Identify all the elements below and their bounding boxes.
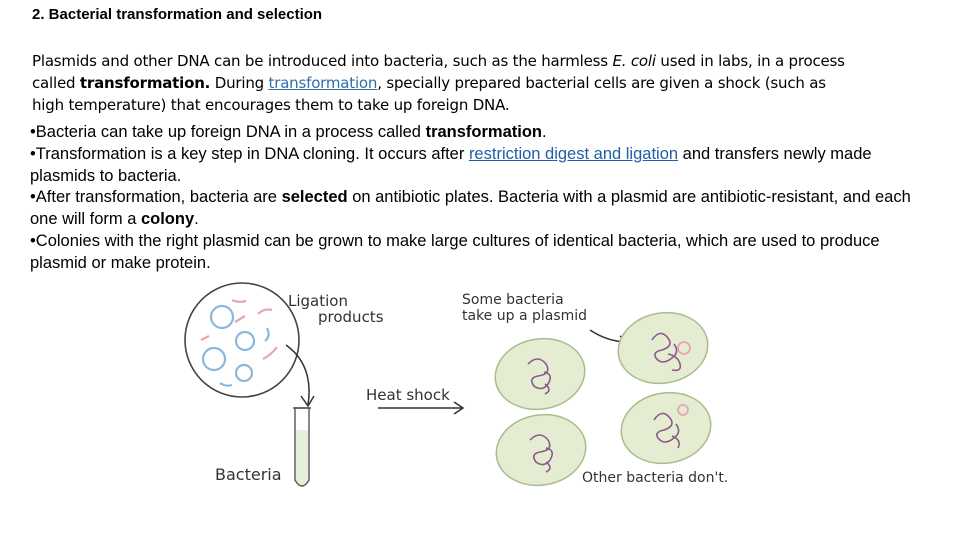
ligation-products-circle (185, 283, 299, 397)
bacteria-label: Bacteria (215, 465, 282, 484)
slide-title: 2. Bacterial transformation and selection (32, 6, 323, 23)
bacterium-with-plasmid (613, 306, 714, 391)
bacterium-with-plasmid (616, 386, 717, 471)
bullet-text: and transfers newly made plasmids to bacteria. (30, 144, 872, 185)
bullet-term: colony (140, 210, 195, 229)
bacterium-without-plasmid (490, 332, 591, 417)
ligation-label: products (318, 308, 384, 326)
arrow-head (301, 396, 314, 406)
intro-species: E. coli (612, 52, 656, 70)
bullet-text: •Colonies with the right plasmid can be grown to make large cultures of identical bacteria, which are used to produce plasmid or make protein. (30, 231, 880, 272)
bullet-text: •Bacteria can take up foreign DNA in a process called (30, 123, 426, 141)
bullet-term: transformation (425, 123, 543, 141)
bullet-text: . (194, 210, 199, 229)
intro-text: During (210, 74, 269, 92)
bullet-term: selected (281, 188, 348, 207)
some-bacteria-label: Some bacteria (462, 292, 564, 308)
heat-shock-label: Heat shock (366, 386, 450, 404)
bullet-text: •After transformation, bacteria are (30, 188, 282, 207)
intro-text: Plasmids and other DNA can be introduced into bacteria, such as the harmless (32, 52, 613, 70)
bullet-text: . (542, 123, 547, 141)
other-bacteria-label: Other bacteria don't. (582, 470, 729, 486)
restriction-digest-link[interactable]: restriction digest and ligation (468, 144, 679, 163)
some-bacteria-label: take up a plasmid (462, 308, 588, 324)
transformation-link[interactable]: transformation (268, 74, 378, 92)
bullet-text: •Transformation is a key step in DNA cloning. It occurs after (30, 144, 469, 163)
bacteria-test-tube (293, 408, 311, 486)
bullet-text: on antibiotic plates. Bacteria with a plasmid are antibiotic-resistant, and each one will form a (30, 188, 911, 229)
bacterium-without-plasmid (491, 408, 592, 493)
ligation-label: Ligation (288, 292, 348, 310)
intro-text: , specially prepared bacterial cells are given a shock (such as high temperature) that encourages them to take up foreign DNA. (32, 74, 826, 114)
intro-term: transformation. (79, 74, 211, 92)
intro-text: used in labs, in a process called (32, 52, 845, 92)
